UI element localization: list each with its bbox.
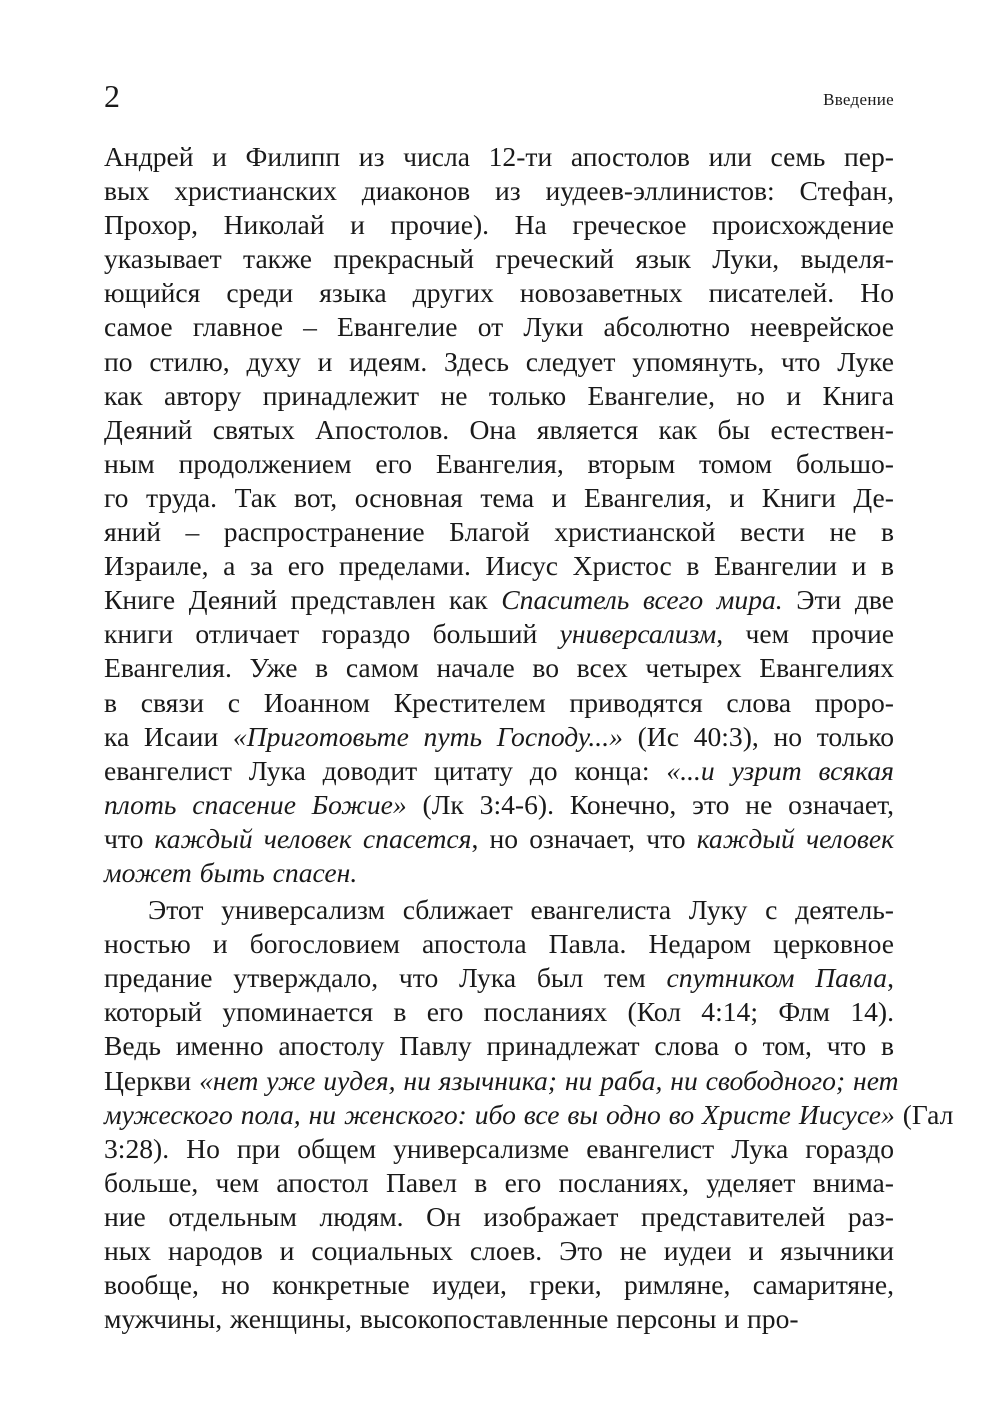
text-line [104,822,894,856]
text-segment: , но означает, что [471,822,697,854]
text-segment: ным продолжением его Евангелия, вторым томом большо- [104,447,894,479]
text-segment: по стилю, духу и идеям. Здесь следует упомянуть, что Луке [104,345,894,377]
text-segment: который упоминается в его посланиях (Кол 4:14; Флм 14). [104,996,894,1028]
text-line [104,1234,894,1268]
text-segment: самое главное – Евангелие от Луки абсолютно нееврейское [104,311,894,343]
text-segment: что [104,822,155,854]
text-segment: (Лк 3:4-6). Конечно, это не означает, [406,788,894,820]
text-line [104,481,894,515]
italic-text: Спаситель всего мира. [501,584,783,616]
italic-text: каждый человек [696,822,894,854]
text-line [104,788,894,822]
text-line [104,549,894,583]
text-line [104,893,894,927]
italic-text: спутником Павла [666,962,888,994]
text-segment: мужчины, женщины, высокопоставленные персоны и про- [104,1303,799,1335]
text-segment: , чем прочие [716,618,894,650]
text-segment: Эти две [782,584,895,616]
text-line [104,961,894,995]
text-segment: Церкви [104,1064,200,1096]
text-segment: больше, чем апостол Павел в его посланиях, уделяет внима- [104,1166,894,1198]
italic-text: «нет уже иудея, ни язычника; ни раба, ни свободного; нет [199,1064,899,1096]
text-segment: ющийся среди языка других новозаветных писателей. Но [104,277,894,309]
text-line [104,1064,899,1098]
text-line [104,651,894,685]
text-segment: Деяний святых Апостолов. Она является как бы естествен- [104,413,894,445]
paragraph [104,140,894,890]
text-segment: вых христианских диаконов из иудеев-эллинистов: Стефан, [104,175,894,207]
italic-text: плоть спасение Божие» [104,788,407,820]
text-segment: ние отдельным людям. Он изображает представителей раз- [104,1200,894,1232]
text-line [104,242,894,276]
text-segment: ка Исаии [104,720,233,752]
text-line [104,1132,894,1166]
text-segment: предание утверждало, что Лука был тем [104,962,667,994]
body-text [104,140,954,1336]
text-line [104,686,894,720]
text-segment: (Гал [894,1098,954,1130]
text-line [104,856,894,890]
text-line [104,515,894,549]
text-segment: Книге Деяний представлен как [104,584,502,616]
text-line [104,927,894,961]
text-segment: , [887,962,894,994]
text-line [104,1302,894,1336]
text-line [104,754,894,788]
text-line [104,276,894,310]
italic-text: каждый человек спасется [154,822,472,854]
text-line [104,1098,954,1132]
text-segment: как автору принадлежит не только Евангелие, но и Книга [104,379,894,411]
italic-text: «...и узрит всякая [666,754,894,786]
text-line [104,720,894,754]
italic-text: универсализм [559,618,717,650]
page-number: 2 [104,78,120,114]
text-line [104,1166,894,1200]
text-line [104,1268,894,1302]
text-segment: ных народов и социальных слоев. Это не иудеи и язычники [104,1235,894,1266]
italic-text: «Приготовьте путь Господу...» [232,720,623,752]
text-line [104,174,894,208]
text-line [104,1029,894,1063]
text-segment: (Ис 40:3), но только [622,720,895,752]
text-line [104,583,894,617]
text-segment: ностью и богословием апостола Павла. Недаром церковное [104,928,894,960]
text-segment: Израиле, а за его пределами. Иисус Христос в Евангелии и в [104,550,894,582]
paragraph [104,893,954,1336]
text-segment: Евангелия. Уже в самом начале во всех четырех Евангелиях [104,652,894,684]
text-line [104,208,894,242]
text-segment: указывает также прекрасный греческий язык Луки, выделя- [104,243,894,275]
text-segment: вообще, но конкретные иудеи, греки, римляне, самаритяне, [104,1269,894,1301]
text-line [104,1200,894,1234]
text-line [104,995,894,1029]
text-segment: яний – распространение Благой христианской вести не в [104,516,894,548]
text-segment: го труда. Так вот, основная тема и Евангелия, и Книги Де- [104,481,894,513]
text-line [104,140,894,174]
text-segment: 3:28). Но при общем универсализме евангелист Лука гораздо [104,1132,894,1164]
text-segment: Ведь именно апостолу Павлу принадлежат слова о том, что в [104,1030,894,1062]
text-segment: в связи с Иоанном Крестителем приводятся слова проро- [104,686,894,718]
text-line [104,447,894,481]
italic-text: может быть спасен. [104,856,358,888]
text-segment: книги отличает гораздо больший [104,618,560,650]
text-segment: Этот универсализм сближает евангелиста Луку с деятель- [148,894,894,926]
text-line [104,379,894,413]
text-segment: евангелист Лука доводит цитату до конца: [104,754,667,786]
text-line [104,345,894,379]
text-line [104,617,894,651]
text-line [104,413,894,447]
running-header-title: Введение [823,90,894,109]
italic-text: мужеского пола, ни женского: ибо все вы одно во Христе Иисусе» [104,1098,895,1130]
text-line [104,310,894,344]
text-segment: Андрей и Филипп из числа 12-ти апостолов или семь пер- [104,141,894,172]
text-segment: Прохор, Николай и прочие). На греческое происхождение [104,209,894,241]
